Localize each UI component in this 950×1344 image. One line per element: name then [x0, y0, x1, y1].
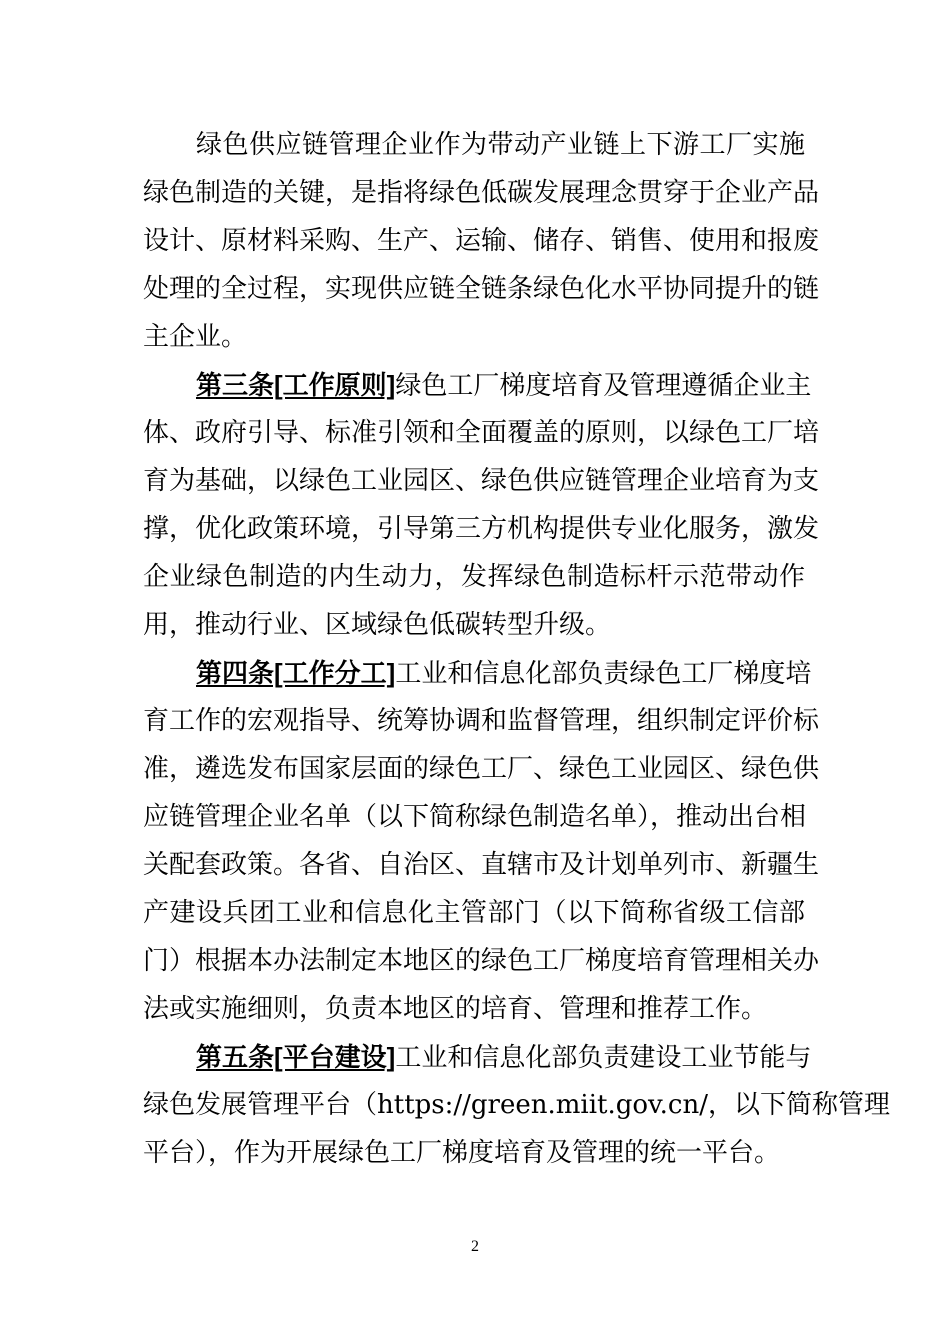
text-line: 绿色供应链管理企业作为带动产业链上下游工厂实施 [196, 130, 805, 160]
text-line: 企业绿色制造的内生动力，发挥绿色制造标杆示范带动作 [143, 562, 805, 592]
text-line: 体、政府引导、标准引领和全面覆盖的原则，以绿色工厂培 [143, 418, 820, 448]
text-line: 设计、原材料采购、生产、运输、储存、销售、使用和报废 [143, 226, 820, 256]
text-line: 门）根据本办法制定本地区的绿色工厂梯度培育管理相关办 [143, 946, 820, 976]
article-3-first-line [196, 361, 812, 409]
article-heading: 第五条[平台建设] [196, 1042, 396, 1072]
text-line: 关配套政策。各省、自治区、直辖市及计划单列市、新疆生 [143, 850, 820, 880]
text-line: 法或实施细则，负责本地区的培育、管理和推荐工作。 [143, 994, 768, 1024]
article-heading: 第三条[工作原则] [196, 370, 396, 400]
text-line: 准，遴选发布国家层面的绿色工厂、绿色工业园区、绿色供 [143, 754, 820, 784]
text-line: 主企业。 [143, 322, 248, 352]
text-line: 应链管理企业名单（以下简称绿色制造名单），推动出台相 [143, 802, 807, 832]
text-line: 育为基础，以绿色工业园区、绿色供应链管理企业培育为支 [143, 466, 820, 496]
text-line: 绿色发展管理平台（https://green.miit.gov.cn/，以下简称管理 [143, 1090, 890, 1120]
text-line: 撑，优化政策环境，引导第三方机构提供专业化服务，激发 [143, 514, 820, 544]
text-line: 平台），作为开展绿色工厂梯度培育及管理的统一平台。 [143, 1138, 781, 1168]
text-span: 绿色工厂梯度培育及管理遵循企业主 [395, 371, 812, 401]
text-line: 用，推动行业、区域绿色低碳转型升级。 [143, 610, 612, 640]
text-line: 产建设兵团工业和信息化主管部门（以下简称省级工信部 [143, 898, 805, 928]
article-4-first-line [196, 649, 812, 697]
text-line: 育工作的宏观指导、统筹协调和监督管理，组织制定评价标 [143, 706, 820, 736]
text-span: 工业和信息化部负责建设工业节能与 [395, 1043, 812, 1073]
article-5-first-line [196, 1033, 812, 1081]
article-heading: 第四条[工作分工] [196, 658, 396, 688]
text-line: 绿色制造的关键，是指将绿色低碳发展理念贯穿于企业产品 [143, 178, 820, 208]
page-number: 2 [471, 1238, 479, 1255]
text-line: 处理的全过程，实现供应链全链条绿色化水平协同提升的链 [143, 274, 820, 304]
text-span: 工业和信息化部负责绿色工厂梯度培 [395, 659, 812, 689]
